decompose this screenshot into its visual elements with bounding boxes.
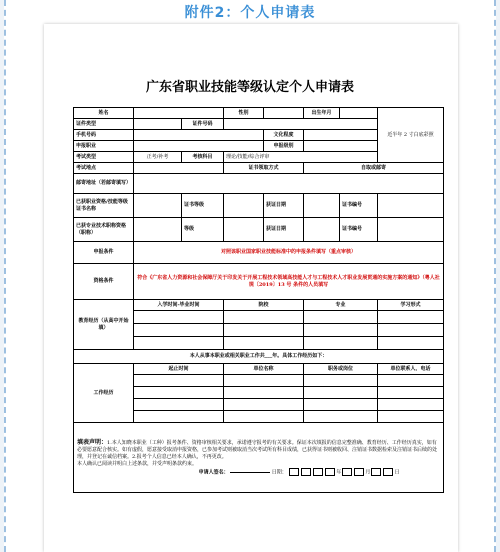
- declaration-title: 填表声明：: [77, 438, 108, 446]
- date-label: 日期：: [271, 469, 287, 476]
- edu-cell[interactable]: [224, 324, 304, 337]
- label-name: 姓名: [74, 108, 134, 119]
- field-id-no[interactable]: [224, 119, 378, 130]
- edu-cell[interactable]: [134, 311, 224, 324]
- work-cell[interactable]: [304, 399, 378, 411]
- edu-col-mode: 学习形式: [378, 300, 444, 311]
- edu-col-school: 院校: [224, 300, 304, 311]
- signature-field[interactable]: [230, 472, 270, 473]
- work-cell[interactable]: [378, 411, 444, 423]
- label-qualifications: 资格条件: [74, 264, 134, 300]
- field-exam-place[interactable]: [134, 163, 224, 174]
- label-exam-type: 考试类型: [74, 152, 134, 163]
- work-cell[interactable]: [224, 375, 304, 387]
- work-cell[interactable]: [134, 375, 224, 387]
- label-id-no: 证件号码: [182, 119, 224, 130]
- edu-cell[interactable]: [378, 324, 444, 337]
- label-title-date: 获证日期: [264, 218, 304, 242]
- edu-cell[interactable]: [134, 337, 224, 350]
- work-col-position: 职务或岗位: [304, 364, 378, 375]
- field-title-cert-no[interactable]: [378, 218, 444, 242]
- label-title-level: 等级: [182, 218, 224, 242]
- work-cell[interactable]: [224, 411, 304, 423]
- work-col-time: 起止时间: [134, 364, 224, 375]
- work-col-contact: 单位联系人、电话: [378, 364, 444, 375]
- date-digit-box[interactable]: [301, 468, 311, 476]
- field-apply-job[interactable]: [134, 141, 264, 152]
- field-exam-subject[interactable]: 理论/技能/综合评审: [224, 152, 378, 163]
- label-birth: 出生年月: [304, 108, 340, 119]
- date-digit-box[interactable]: [383, 468, 393, 476]
- work-cell[interactable]: [378, 387, 444, 399]
- declaration-body: 1.本人知晓本职业（工种）报考条件、资格审核相关要求，承诺遵守报考的有关要求。保证本次填报的信息完整准确、教育经历、工作经历真实，如有必要愿意配合核实。如有虚假，愿意接受取消申报资格，已参加考试则被取消当次考试所有科目成绩，已获得证书则被收回、注销证书数据检索及注销证书后续的处理，并登记在诚信档案。2.报考个人信息已经本人确认，不再更改。: [77, 439, 438, 460]
- application-form-table: [73, 107, 444, 493]
- work-cell[interactable]: [134, 399, 224, 411]
- work-cell[interactable]: [134, 411, 224, 423]
- field-prev-title[interactable]: [134, 218, 182, 242]
- photo-box[interactable]: [378, 108, 444, 163]
- work-cell[interactable]: [304, 387, 378, 399]
- date-digit-box[interactable]: [313, 468, 323, 476]
- field-name[interactable]: [134, 108, 224, 119]
- label-edu: 文化程度: [264, 130, 304, 141]
- signature-label: 申请人签名：: [198, 469, 229, 476]
- field-cert-no[interactable]: [378, 194, 444, 218]
- edu-cell[interactable]: [304, 324, 378, 337]
- edu-cell[interactable]: [378, 337, 444, 350]
- edu-cell[interactable]: [224, 337, 304, 350]
- date-digit-box[interactable]: [354, 468, 364, 476]
- edu-cell[interactable]: [304, 337, 378, 350]
- work-statement: 本人从事本职业或相关职业工作共___年。具体工作经历如下：: [74, 350, 444, 364]
- work-cell[interactable]: [134, 387, 224, 399]
- field-prev-cert[interactable]: [134, 194, 182, 218]
- field-edu[interactable]: [304, 130, 378, 141]
- edu-cell[interactable]: [134, 324, 224, 337]
- field-title-level[interactable]: [224, 218, 264, 242]
- declaration-block: [74, 423, 444, 493]
- field-obtain-date[interactable]: [304, 194, 340, 218]
- label-title-cert-no: 证书编号: [340, 218, 378, 242]
- annex-title: 附件2：个人申请表: [184, 5, 316, 21]
- field-title-date[interactable]: [304, 218, 340, 242]
- label-apply-level: 申报级别: [264, 141, 304, 152]
- edu-cell[interactable]: [378, 311, 444, 324]
- field-birth[interactable]: [340, 108, 378, 119]
- label-mail-address: 邮寄地址（若邮寄填写）: [74, 174, 134, 194]
- label-conditions: 申报条件: [74, 242, 134, 264]
- label-apply-job: 申报职业: [74, 141, 134, 152]
- declaration-confirm: 本人确认已阅读并明白上述条款，并受声明条款约束。: [77, 460, 198, 467]
- field-cert-level[interactable]: [224, 194, 264, 218]
- work-cell[interactable]: [378, 399, 444, 411]
- work-cell[interactable]: [224, 387, 304, 399]
- field-exam-type[interactable]: 正考/补考: [134, 152, 182, 163]
- label-phone: 手机号码: [74, 130, 134, 141]
- month-label: 月: [365, 469, 371, 476]
- label-cert-method: 证书领取方式: [224, 163, 304, 174]
- label-exam-place: 考试地点: [74, 163, 134, 174]
- work-cell[interactable]: [378, 375, 444, 387]
- date-digit-box[interactable]: [342, 468, 352, 476]
- label-id-type: 证件类型: [74, 119, 134, 130]
- date-digit-box[interactable]: [325, 468, 335, 476]
- photo-label: 近半年 2 寸白底彩照: [387, 131, 434, 138]
- field-gender[interactable]: [264, 108, 304, 119]
- edu-col-major: 专业: [304, 300, 378, 311]
- field-cert-method[interactable]: 自取或邮寄: [304, 163, 444, 174]
- edu-cell[interactable]: [304, 311, 378, 324]
- date-digit-box[interactable]: [371, 468, 381, 476]
- work-cell[interactable]: [304, 375, 378, 387]
- label-cert-level: 证书等级: [182, 194, 224, 218]
- qualifications-note[interactable]: 符合《广东省人力资源和社会保障厅关于印发关于开展工程技术领域高技能人才与工程技术人才职业发展贯通的实施方案的通知》（粤人社规〔2019〕13 号 条件的人员填写: [134, 264, 444, 300]
- label-exam-subject: 考核科目: [182, 152, 224, 163]
- work-col-employer: 单位名称: [224, 364, 304, 375]
- label-prev-cert: 已获职业资格/技能等级证书名称: [74, 194, 134, 218]
- edu-cell[interactable]: [224, 311, 304, 324]
- field-phone[interactable]: [134, 130, 264, 141]
- year-label: 年: [336, 469, 342, 476]
- label-prev-title: 已获专业技术职称资格（职称）: [74, 218, 134, 242]
- label-gender: 性别: [224, 108, 264, 119]
- day-label: 日: [394, 469, 400, 476]
- date-digit-box[interactable]: [289, 468, 299, 476]
- field-mail-address[interactable]: [134, 174, 444, 194]
- label-obtain-date: 获证日期: [264, 194, 304, 218]
- work-cell[interactable]: [304, 411, 378, 423]
- conditions-note[interactable]: 对照该职业国家职业技能标准中的申报条件填写（重点审核）: [134, 242, 444, 264]
- field-apply-level[interactable]: [304, 141, 378, 152]
- label-work-history: 工作经历: [74, 364, 134, 423]
- form-title: 广东省职业技能等级认定个人申请表: [145, 80, 354, 95]
- label-edu-history: 教育经历（从高中开始填）: [74, 300, 134, 350]
- edu-col-time: 入学时间-毕业时间: [134, 300, 224, 311]
- field-id-type[interactable]: [134, 119, 182, 130]
- work-cell[interactable]: [224, 399, 304, 411]
- label-cert-no: 证书编号: [340, 194, 378, 218]
